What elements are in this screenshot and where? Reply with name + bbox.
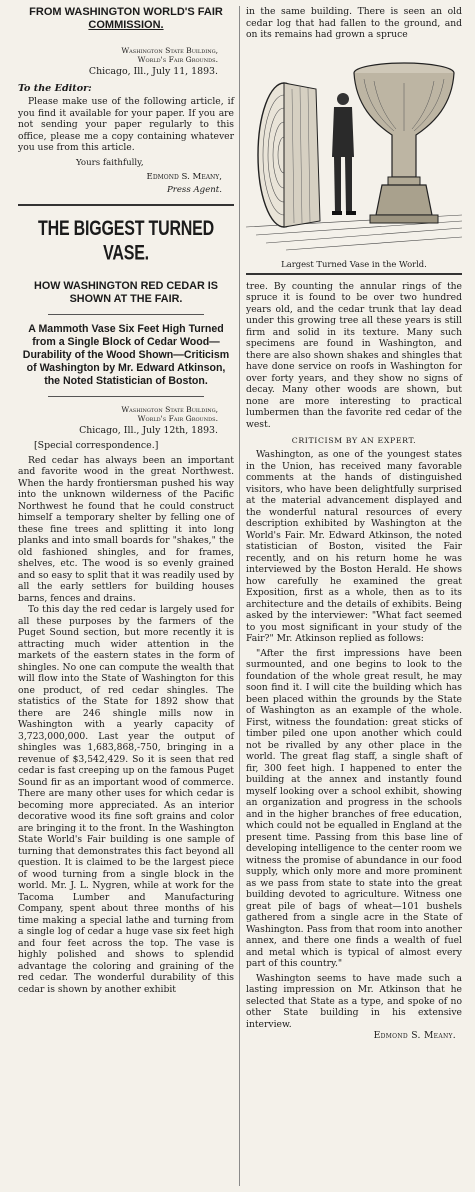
notice-signer: Edmond S. Meany, — [146, 171, 222, 182]
notice-headline-line2: COMMISSION. — [88, 19, 164, 31]
article-paragraph: Washington, as one of the youngest states in the Union, has received many favorable comments at the hands of distinguished visitors, who have been delightfully surprised at the material advancement displayed and the wonderful natural resources of every description exhibited by Washington at the World's Fair. Mr. Edward Atkinson, the noted statistician of Boston, visited the Fair recently, and on his return home he was interviewed by the Boston Herald. He shows how carefully he examined the great Exposition, first as a whole, then as to its architecture and the details of exhibits. Being asked by the interviewer: "What fact seemed to you most significant in your study of the Fair?" Mr. Atkinson replied as follows: — [246, 449, 462, 644]
article-place-line1: Washington State Building, — [121, 404, 218, 414]
vase — [354, 63, 454, 223]
deck-rule — [48, 396, 204, 397]
notice-dateline: Chicago, Ill., July 11, 1893. — [88, 66, 218, 77]
notice-headline-line1: FROM WASHINGTON WORLD'S FAIR — [29, 6, 223, 18]
vase-illustration — [246, 45, 462, 255]
man-figure — [332, 93, 356, 215]
illustration-caption: Largest Turned Vase in the World. — [281, 258, 427, 269]
special-correspondence: [Special correspondence.] — [34, 439, 159, 451]
left-column — [18, 0, 234, 995]
notice-place-line2: World's Fair Grounds. — [137, 55, 218, 64]
notice-closing: Yours faithfully, — [76, 157, 144, 168]
notice-place — [18, 46, 234, 64]
notice-salutation: To the Editor: — [18, 83, 92, 94]
caption-rule — [246, 273, 462, 275]
article-paragraph: Washington seems to have made such a lasting impression on Mr. Atkinson that he selected that State as a type, and spoke of no other State building in his extensive interview. — [246, 972, 462, 1030]
vase-engraving — [246, 45, 462, 255]
right-column — [246, 0, 462, 1042]
subhead-rule — [48, 314, 204, 315]
article-place-line2: World's Fair Grounds. — [137, 413, 218, 423]
notice-signer-title: Press Agent. — [166, 184, 222, 195]
article-paragraph: Red cedar has always been an important and favorite wood in the great Northwest. When the hardy frontiersman pushed his way into the unknown wilderness of the Pacific Northwest he found that he could construct himself a temporary shelter by felling one of these fine trees and splitting it into long planks and into small boards for "shakes," the old fashioned shingles, and for frames, shelves, etc. The wood is so evenly grained and so easy to split that it was readily used by all the early settlers for building houses barns, fences and drains. — [18, 454, 234, 604]
article-signer: Edmond S. Meany. — [373, 1030, 456, 1041]
notice-body: Please make use of the following article, if you find it available for your paper. If you are not sending your paper regularly to this office, please me a copy containing whatever you use from this article. — [18, 96, 234, 153]
article-quote: "After the first impressions have been surmounted, and one begins to look to the foundation of the whole great result, he may soon find it. I will cite the building which has been placed within the grounds by the State of Washington as an example of the whole. First, witness the foundation: great sticks of timber piled one upon another which could not be rivalled by any other place in the world. The great flag staff, a single shaft of fir, 300 feet high. I happened to enter the building at the annex and instantly found myself looking over a school exhibit, showing an organization and progress in the schools and in the higher branches of free education, which could not be equalled in England at the present time. Passing from this base line of developing intelligence to the center room we witness the promise of abundance in our food supply, which only more and more prominent as we pass from state to state into the great building devoted to agriculture. Witness one great pile of bags of wheat—101 bushels gathered from a single acre in the State of Washington. Pass from that room into another annex, and there one finds a wealth of fuel and metal which is typical of almost every part of this country." — [246, 647, 462, 969]
article-deck: A Mammoth Vase Six Feet High Turned from a Single Block of Cedar Wood—Durability of the Wood Shown—Criticism of Washington by Mr. Edward Atkinson, the Noted Statistician of Boston. — [22, 322, 230, 387]
article-paragraph: tree. By counting the annular rings of the spruce it is found to be over two hundred years old, and the cedar trunk that lay dead under this growing tree all these years is still firm and solid in its texture. Many such specimens are found in Washington, and there are also shown shakes and shingles that have done service on roofs in Washington for over forty years, and they show no signs of decay. Many other woods are shown, but none are more interesting to practical lumbermen than the favorite red cedar of the west. — [246, 280, 462, 430]
column-divider — [239, 6, 240, 1186]
article-subhead: HOW WASHINGTON RED CEDAR IS SHOWN AT THE FAIR. — [34, 279, 218, 305]
notice-place-line1: Washington State Building, — [121, 46, 218, 55]
section-subhead: CRITICISM BY AN EXPERT. — [291, 436, 417, 445]
article-dateline: Chicago, Ill., July 12th, 1893. — [79, 424, 218, 436]
article-place — [18, 405, 234, 423]
article-title: THE BIGGEST TURNED VASE. — [38, 217, 214, 265]
section-rule — [18, 204, 234, 206]
article-continuation: in the same building. There is seen an old cedar log that had fallen to the ground, and on its remains had grown a spruce — [246, 6, 462, 40]
article-paragraph: To this day the red cedar is largely used for all these purposes by the farmers of the Puget Sound section, but more recently it is attracting much wider attention in the markets of the eastern states in the form of shingles. No one can compute the wealth that will flow into the State of Washington for this one product, of red cedar shingles. The statistics of the State for 1892 show that there are 246 shingle mills now in Washington with a yearly capacity of 3,723,000,000. Last year the output of shingles was 1,683,868,-750, bringing in a revenue of $3,542,429. So it is seen that red cedar is fast creeping up on the famous Puget Sound fir as an important wood of commerce. There are many other uses for which cedar is becoming more appreciated. As an interior decorative wood its fine soft grains and color are bringing it to the front. In the Washington State World's Fair building is one sample of turning that demonstrates this fact beyond all question. It is claimed to be the largest piece of wood turning from a single block in the world. Mr. J. L. Nygren, while at work for the Tacoma Lumber and Manufacturing Company, spent about three months of his time making a special lathe and turning from a single log of cedar a huge vase six feet high and four feet across the top. The vase is highly polished and shows to splendid advantage the coloring and graining of the red cedar. The wonderful durability of this cedar is shown by another exhibit — [18, 604, 234, 995]
notice-headline — [18, 6, 234, 32]
